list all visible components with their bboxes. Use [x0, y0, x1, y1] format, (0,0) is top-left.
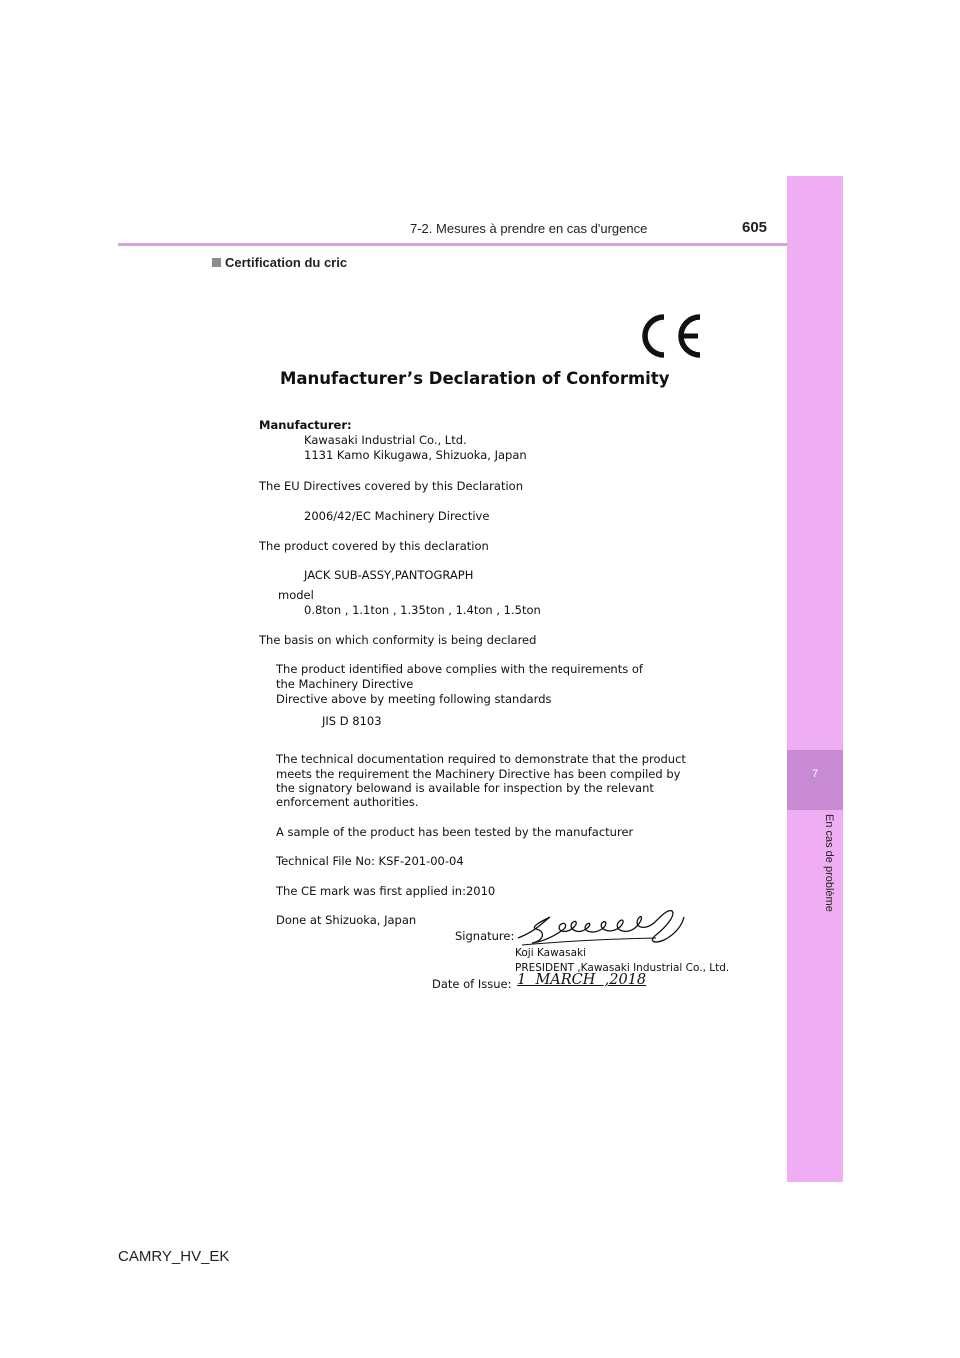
chapter-title: En cas de problème	[823, 814, 835, 912]
basis-line: The product identified above complies with the requirements of	[276, 662, 643, 676]
ce-first-applied: The CE mark was first applied in:2010	[276, 884, 496, 898]
date-value: 1 MARCH ,2018	[517, 972, 647, 988]
manufacturer-label: Manufacturer:	[259, 418, 352, 432]
ce-mark-icon	[632, 313, 704, 359]
tech-doc-line: the signatory belowand is available for inspection by the relevant	[276, 781, 654, 795]
tech-doc-line: enforcement authorities.	[276, 795, 419, 809]
section-heading-text: Certification du cric	[225, 255, 348, 270]
tech-doc-line: The technical documentation required to demonstrate that the product	[276, 752, 686, 766]
signatory-name: Koji Kawasaki	[515, 947, 587, 959]
section-heading	[212, 255, 347, 270]
signature-image	[516, 905, 686, 951]
chapter-tab	[787, 750, 843, 810]
sample-tested: A sample of the product has been tested by the manufacturer	[276, 825, 634, 839]
manufacturer-name: Kawasaki Industrial Co., Ltd.	[304, 433, 467, 447]
page-number: 605	[742, 219, 768, 236]
square-bullet-icon	[212, 258, 221, 267]
header-section-title: 7-2. Mesures à prendre en cas d'urgence	[410, 221, 648, 236]
product-label: The product covered by this declaration	[259, 539, 489, 553]
directives-label: The EU Directives covered by this Declaration	[259, 479, 523, 493]
standard: JIS D 8103	[322, 714, 382, 728]
signature-label: Signature:	[455, 929, 515, 943]
footer-code: CAMRY_HV_EK	[118, 1248, 230, 1265]
manufacturer-address: 1131 Kamo Kikugawa, Shizuoka, Japan	[304, 448, 527, 462]
signatory-title: PRESIDENT ,Kawasaki Industrial Co., Ltd.	[515, 962, 730, 974]
chapter-number: 7	[811, 768, 819, 780]
tech-doc-line: meets the requirement the Machinery Directive has been compiled by	[276, 767, 681, 781]
basis-line: Directive above by meeting following standards	[276, 692, 552, 706]
technical-file: Technical File No: KSF-201-00-04	[276, 854, 464, 868]
declaration-title: Manufacturer’s Declaration of Conformity	[280, 369, 670, 388]
date-label: Date of Issue:	[432, 977, 512, 991]
directive: 2006/42/EC Machinery Directive	[304, 509, 490, 523]
done-at: Done at Shizuoka, Japan	[276, 913, 417, 927]
model-label: model	[278, 588, 314, 602]
header-rule	[118, 243, 787, 246]
basis-line: the Machinery Directive	[276, 677, 414, 691]
basis-label: The basis on which conformity is being declared	[259, 633, 537, 647]
product: JACK SUB-ASSY,PANTOGRAPH	[304, 568, 474, 582]
models: 0.8ton , 1.1ton , 1.35ton , 1.4ton , 1.5ton	[304, 603, 541, 617]
side-tab-strip	[787, 176, 843, 1182]
